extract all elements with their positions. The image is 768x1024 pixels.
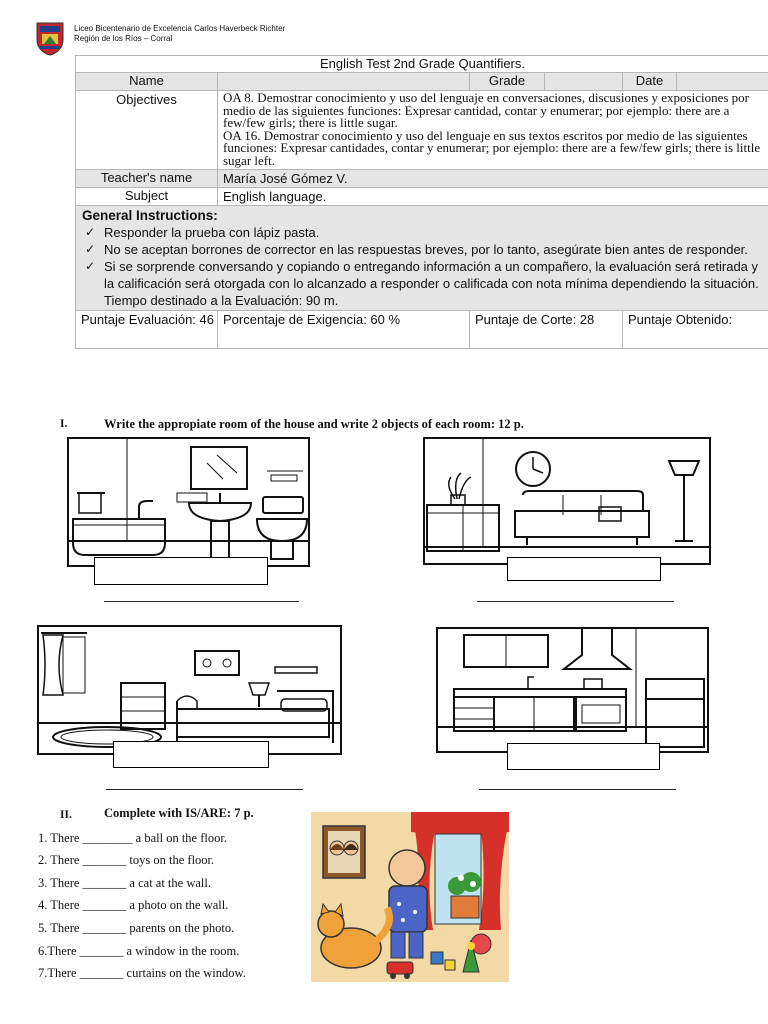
grade-label: Grade <box>470 73 545 91</box>
check-icon: ✓ <box>85 224 96 239</box>
question-5: 5. There _______ parents on the photo. <box>38 921 235 935</box>
name-field[interactable] <box>218 73 470 91</box>
living-room-answer-box[interactable] <box>507 557 661 581</box>
objective-oa16: OA 16. Demostrar conocimiento y uso del lenguaje en sus textos escritos por medio de las siguientes funciones: Expresar cantidades, contar y enumerar; por ejemplo: there are a few/few girls; there is little sugar left. <box>223 127 761 168</box>
living-room-picture <box>423 437 711 565</box>
kitchen-objects-line[interactable] <box>479 789 676 790</box>
score-obtained: Puntaje Obtenido: <box>623 310 768 348</box>
instruction-item: ✓ Responder la prueba con lápiz pasta. <box>85 224 320 240</box>
time-note: Tiempo destinado a la Evaluación: 90 m. <box>104 292 339 308</box>
teacher-label: Teacher's name <box>76 169 218 187</box>
objective-oa8: OA 8. Demostrar conocimiento y uso del lenguaje en conversaciones, discusiones y exposiciones por medio de las siguientes funciones: Expresar cantidad, contar y enumerar; por ejemplo: there are a few/few girls; there is little sugar. <box>223 90 750 131</box>
score-evaluation: Puntaje Evaluación: 46 <box>76 310 218 348</box>
subject-label: Subject <box>76 187 218 205</box>
subject-value: English language. <box>218 187 768 205</box>
score-cutoff: Puntaje de Corte: 28 <box>470 310 623 348</box>
section-2-title: Complete with IS/ARE: 7 p. <box>104 806 254 820</box>
instruction-item: ✓ No se aceptan borrones de corrector en las respuestas breves, por lo tanto, asegúrate bien antes de responder. <box>85 241 748 257</box>
living-room-objects-line[interactable] <box>477 601 674 602</box>
school-crest-logo <box>36 22 64 56</box>
question-4: 4. There _______ a photo on the wall. <box>38 898 229 912</box>
bedroom-objects-line[interactable] <box>106 789 303 790</box>
section-1-title: Write the appropiate room of the house and write 2 objects of each room: 12 p. <box>104 417 524 431</box>
kitchen-answer-box[interactable] <box>507 743 660 770</box>
test-info-table <box>75 55 768 349</box>
instructions-list <box>82 224 763 292</box>
teacher-value: María José Gómez V. <box>218 169 768 187</box>
instructions-heading: General Instructions: <box>82 207 218 223</box>
instruction-item: ✓ Si se sorprende conversando y copiando o entregando información a un compañero, la evaluación será retirada y la calificación será otorgada con lo alcanzado a responder o calificada con nota mínima dependiendo la situación. <box>85 258 759 291</box>
objectives-text <box>218 91 768 170</box>
date-label: Date <box>623 73 677 91</box>
question-1: 1. There ________ a ball on the floor. <box>38 831 227 845</box>
date-field[interactable] <box>677 73 768 91</box>
bedroom-picture <box>37 625 342 755</box>
question-7: 7.There _______ curtains on the window. <box>38 966 246 980</box>
school-line-2: Región de los Ríos – Corral <box>74 34 173 43</box>
bathroom-picture <box>67 437 310 567</box>
test-title: English Test 2nd Grade Quantifiers. <box>76 56 768 73</box>
question-6: 6.There _______ a window in the room. <box>38 944 240 958</box>
bathroom-answer-box[interactable] <box>94 557 268 585</box>
section-1-number: I. <box>60 418 68 430</box>
name-label: Name <box>76 73 218 91</box>
kids-room-illustration <box>311 812 509 982</box>
general-instructions <box>76 205 768 310</box>
school-name <box>74 24 285 44</box>
grade-field[interactable] <box>545 73 623 91</box>
bedroom-answer-box[interactable] <box>113 741 269 768</box>
kitchen-picture <box>436 627 709 753</box>
check-icon: ✓ <box>85 241 96 256</box>
score-exigency: Porcentaje de Exigencia: 60 % <box>218 310 470 348</box>
objectives-label: Objectives <box>76 91 218 170</box>
bathroom-objects-line[interactable] <box>104 601 299 602</box>
question-2: 2. There _______ toys on the floor. <box>38 853 215 867</box>
school-line-1: Liceo Bicentenario de Excelencia Carlos Haverbeck Richter <box>74 24 286 33</box>
check-icon: ✓ <box>85 258 96 273</box>
question-3: 3. There _______ a cat at the wall. <box>38 876 211 890</box>
section-2-number: II. <box>60 809 72 821</box>
